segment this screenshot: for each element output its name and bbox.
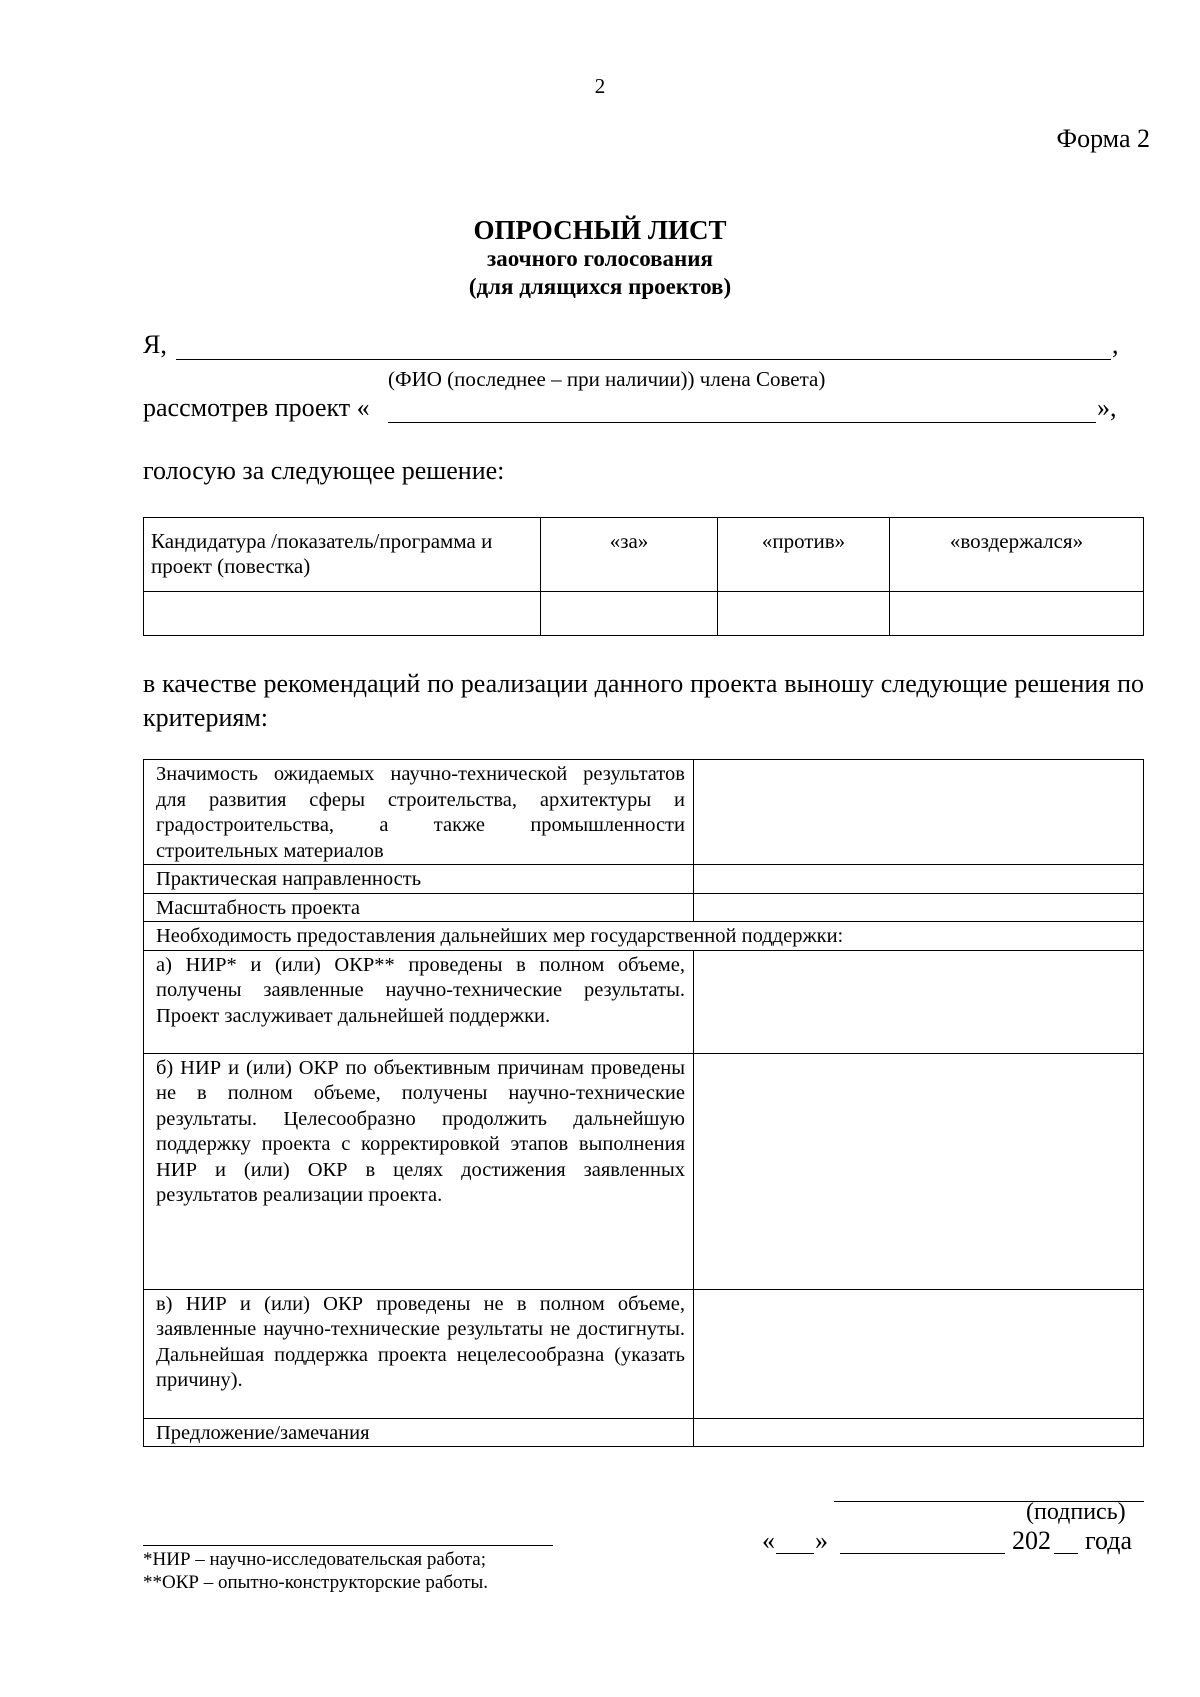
for-cell[interactable] bbox=[541, 592, 718, 636]
criterion-scale-answer[interactable] bbox=[694, 893, 1144, 922]
footnote-separator bbox=[143, 1545, 553, 1546]
month-fill-line[interactable] bbox=[840, 1553, 1005, 1554]
criterion-option-c-answer[interactable] bbox=[694, 1289, 1144, 1418]
criterion-proposals-answer[interactable] bbox=[694, 1418, 1144, 1447]
criteria-table bbox=[143, 759, 1144, 1447]
criteria-row bbox=[144, 1289, 1144, 1418]
criterion-significance-answer[interactable] bbox=[694, 760, 1144, 865]
criteria-row bbox=[144, 922, 1144, 951]
vote-intro: голосую за следующее решение: bbox=[143, 456, 505, 485]
title-line-1: ОПРОСНЫЙ ЛИСТ bbox=[473, 215, 727, 245]
title-line-3: (для длящихся проектов) bbox=[468, 274, 732, 299]
criterion-option-a: а) НИР* и (или) ОКР** проведены в полном объеме, получены заявленные научно-технические результаты. Проект заслуживает дальнейшей поддержки. bbox=[144, 950, 694, 1053]
declaration-suffix: , bbox=[1112, 330, 1119, 359]
criteria-row bbox=[144, 950, 1144, 1053]
project-fill-line[interactable] bbox=[388, 422, 1096, 423]
recommendation-intro: в качестве рекомендаций по реализации данного проекта выношу следующие решения по критериям: bbox=[143, 669, 1144, 732]
declaration-prefix: Я, bbox=[143, 330, 167, 359]
criteria-row bbox=[144, 1418, 1144, 1447]
reviewed-suffix: », bbox=[1097, 393, 1117, 422]
vote-table bbox=[143, 517, 1144, 636]
criteria-row bbox=[144, 760, 1144, 865]
header-against: «против» bbox=[718, 518, 890, 592]
year-prefix: 202 bbox=[1012, 1526, 1051, 1555]
criteria-row bbox=[144, 893, 1144, 922]
day-fill-line[interactable] bbox=[776, 1553, 814, 1554]
criterion-support-need: Необходимость предоставления дальнейших мер государственной поддержки: bbox=[144, 922, 1144, 951]
criterion-practical: Практическая направленность bbox=[144, 865, 694, 894]
candidate-cell[interactable] bbox=[144, 592, 541, 636]
criterion-option-b: б) НИР и (или) ОКР по объективным причинам проведены не в полном объеме, получены научно-технические результаты. Целесообразно продолжить дальнейшую поддержку проекта с корректировкой этапов выполнения НИР и (или) ОКР в целях достижения заявленных результатов реализации проекта. bbox=[144, 1053, 694, 1289]
date-close-quote: » bbox=[815, 1526, 828, 1555]
criterion-option-a-answer[interactable] bbox=[694, 950, 1144, 1053]
page-number: 2 bbox=[594, 74, 606, 98]
name-hint: (ФИО (последнее – при наличии)) члена Совета) bbox=[388, 367, 826, 391]
form-label: Форма 2 bbox=[1056, 124, 1150, 153]
criteria-row bbox=[144, 865, 1144, 894]
footnote-okr: **ОКР – опытно-конструкторские работы. bbox=[143, 1572, 489, 1593]
criteria-row bbox=[144, 1053, 1144, 1289]
header-candidate: Кандидатура /показатель/программа и проект (повестка) bbox=[144, 518, 541, 592]
header-for: «за» bbox=[541, 518, 718, 592]
criterion-proposals: Предложение/замечания bbox=[144, 1418, 694, 1447]
criterion-option-c: в) НИР и (или) ОКР проведены не в полном объеме, заявленные научно-технические результаты не достигнуты. Дальнейшая поддержка проекта нецелесообразна (указать причину). bbox=[144, 1289, 694, 1418]
criterion-option-b-answer[interactable] bbox=[694, 1053, 1144, 1289]
vote-table-row bbox=[144, 592, 1144, 636]
year-suffix: года bbox=[1085, 1526, 1133, 1555]
criterion-scale: Масштабность проекта bbox=[144, 893, 694, 922]
footnote-nir: *НИР – научно-исследовательская работа; bbox=[143, 1549, 487, 1570]
year-fill-line[interactable] bbox=[1054, 1553, 1078, 1554]
vote-table-header-row bbox=[144, 518, 1144, 592]
criterion-significance: Значимость ожидаемых научно-технической результатов для развития сферы строительства, архитектуры и градостроительства, а также промышленности строительных материалов bbox=[144, 760, 694, 865]
header-abstained: «воздержался» bbox=[890, 518, 1144, 592]
abstained-cell[interactable] bbox=[890, 592, 1144, 636]
document-title bbox=[0, 215, 1200, 301]
reviewed-prefix: рассмотрев проект « bbox=[143, 393, 370, 422]
signature-label: (подпись) bbox=[1026, 1499, 1126, 1525]
name-fill-line[interactable] bbox=[176, 359, 1111, 360]
against-cell[interactable] bbox=[718, 592, 890, 636]
criterion-practical-answer[interactable] bbox=[694, 865, 1144, 894]
date-open-quote: « bbox=[762, 1526, 775, 1555]
title-line-2: заочного голосования bbox=[487, 246, 713, 271]
